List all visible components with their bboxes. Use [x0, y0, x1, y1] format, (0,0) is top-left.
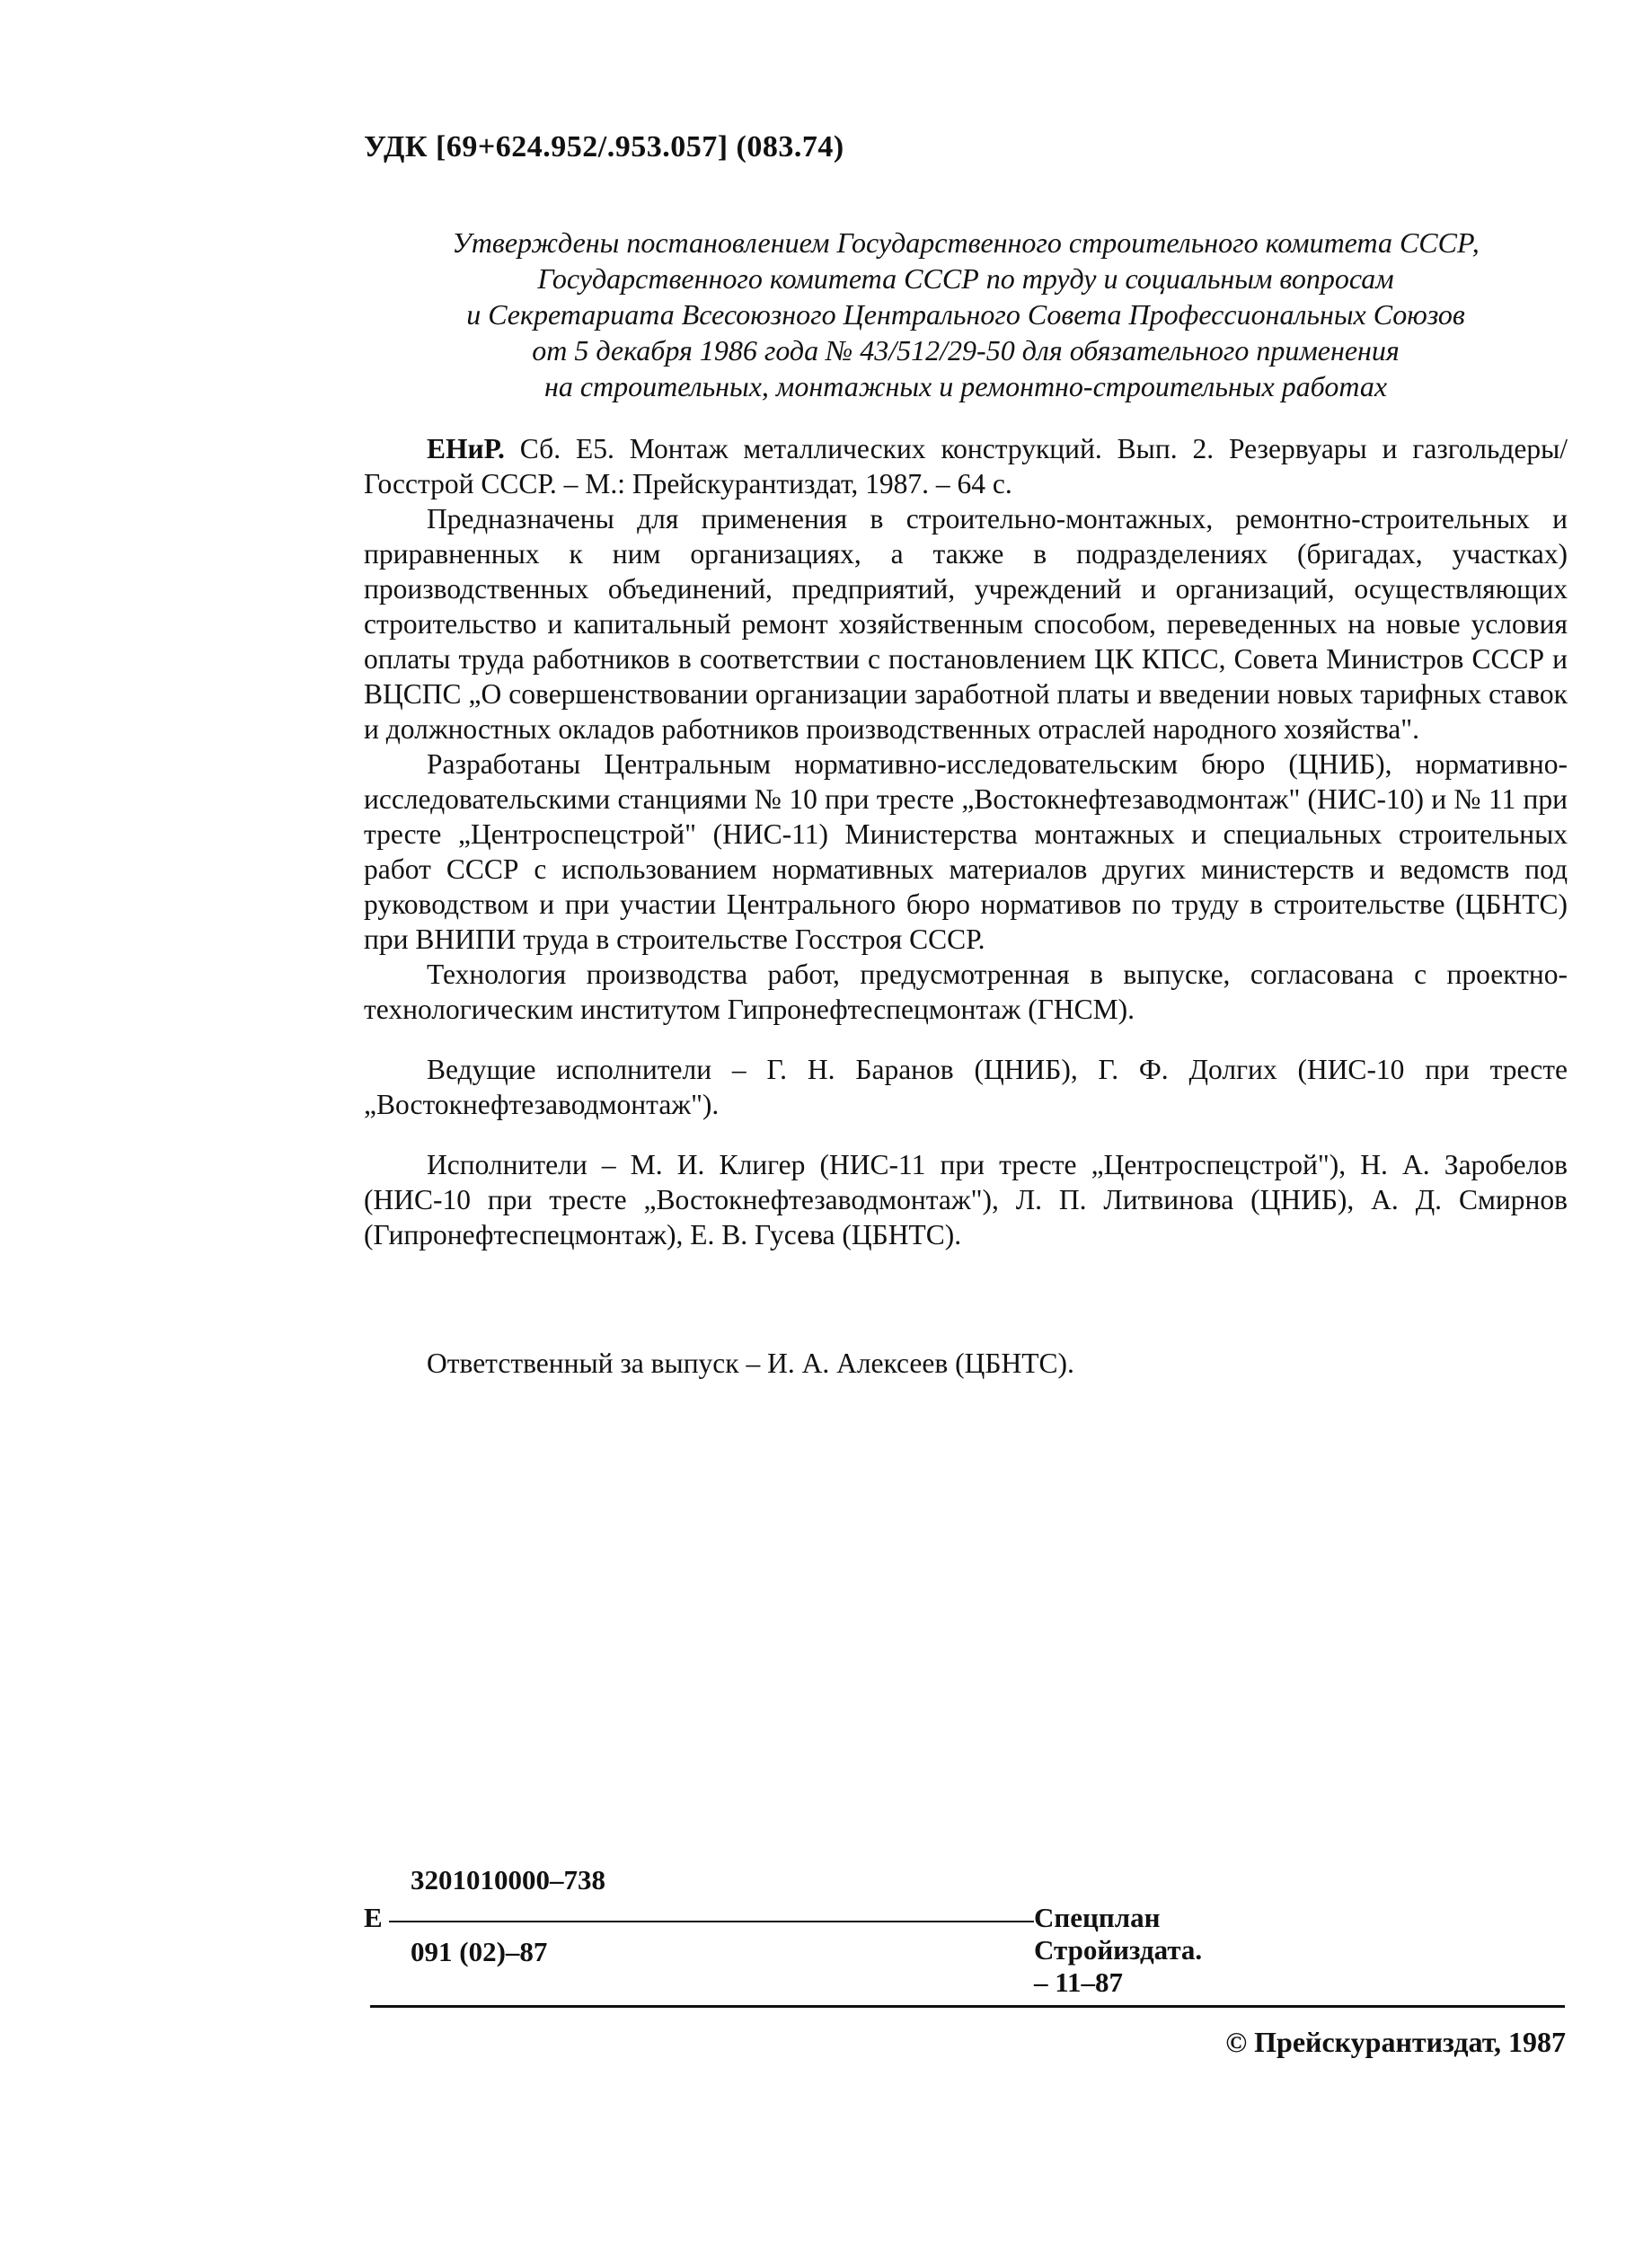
purpose-paragraph: Предназначены для применения в строительно-монтажных, ремонтно-строительных и приравненных к ним организациях, а также в подразделениях (бригадах, участках) производственных объединений, предприятий, учреждений и организаций, осуществляющих строительство и капитальный ремонт хозяйственным способом, переведенных на новые условия оплаты труда работников в соответствии с постановлением ЦК КПСС, Совета Министров СССР и ВЦСПС „О совершенствовании организации заработной платы и введении новых тарифных ставок и должностных окладов работников производственных отраслей народного хозяйства".	[364, 503, 1568, 745]
executors-paragraph: Исполнители – М. И. Клигер (НИС-11 при тресте „Центроспецстрой"), Н. А. Заробелов (НИС-10 при тресте „Востокнефтезаводмонтаж"), Л. П. Литвинова (ЦНИБ), А. Д. Смирнов (Гипронефтеспецмонтаж), Е. В. Гусева (ЦБНТС).	[364, 1149, 1568, 1250]
publication-index	[364, 1864, 1203, 1998]
index-letter: Е	[364, 1902, 383, 1933]
index-numerator: 3201010000–738	[411, 1864, 605, 1895]
citation-lead: ЕНиР.	[427, 433, 505, 464]
citation-paragraph	[364, 431, 1568, 501]
approval-line: на строительных, монтажных и ремонтно-строительных работах	[543, 370, 1388, 402]
responsible-line: Ответственный за выпуск – И. А. Алексеев (ЦБНТС).	[427, 1347, 1074, 1379]
approval-line: и Секретариата Всесоюзного Центрального Совета Профессиональных Союзов	[466, 298, 1465, 331]
leading-executors-paragraph: Ведущие исполнители – Г. Н. Баранов (ЦНИБ), Г. Ф. Долгих (НИС-10 при тресте „Востокнефтезаводмонтаж").	[364, 1054, 1568, 1120]
approval-line: от 5 декабря 1986 года № 43/512/29-50 для обязательного применения	[532, 334, 1400, 367]
index-publisher: Спецплан Стройиздата. – 11–87	[1034, 1902, 1203, 1998]
technology-paragraph: Технология производства работ, предусмотренная в выпуске, согласована с проектно-технологическим институтом Гипронефтеспецмонтаж (ГНСМ).	[364, 959, 1568, 1025]
udk-code: УДК [69+624.952/.953.057] (083.74)	[364, 130, 844, 163]
developed-paragraph: Разработаны Центральным нормативно-исследовательским бюро (ЦНИБ), нормативно-исследовательскими станциями № 10 при тресте „Востокнефтезаводмонтаж" (НИС-10) и № 11 при тресте „Центроспецстрой" (НИС-11) Министерства монтажных и специальных строительных работ СССР с использованием нормативных материалов других министерств и ведомств под руководством и при участии Центрального бюро нормативов по труду в строительстве (ЦБНТС) при ВНИПИ труда в строительстве Госстроя СССР.	[364, 748, 1568, 955]
main-text	[364, 431, 1568, 1252]
fraction-line	[389, 1921, 1034, 1922]
approval-line: Государственного комитета СССР по труду и социальным вопросам	[537, 262, 1394, 295]
index-denominator: 091 (02)–87	[411, 1936, 548, 1967]
approval-line: Утверждены постановлением Государственного строительного комитета СССР,	[452, 226, 1480, 259]
copyright-notice: © Прейскурантиздат, 1987	[1225, 2026, 1566, 2058]
citation-rest: Сб. Е5. Монтаж металлических конструкций. Вып. 2. Резервуары и газгольдеры/Госстрой СССР. – М.: Прейскурантиздат, 1987. – 64 с.	[364, 433, 1568, 499]
divider	[370, 2005, 1565, 2008]
approval-statement	[364, 225, 1568, 404]
